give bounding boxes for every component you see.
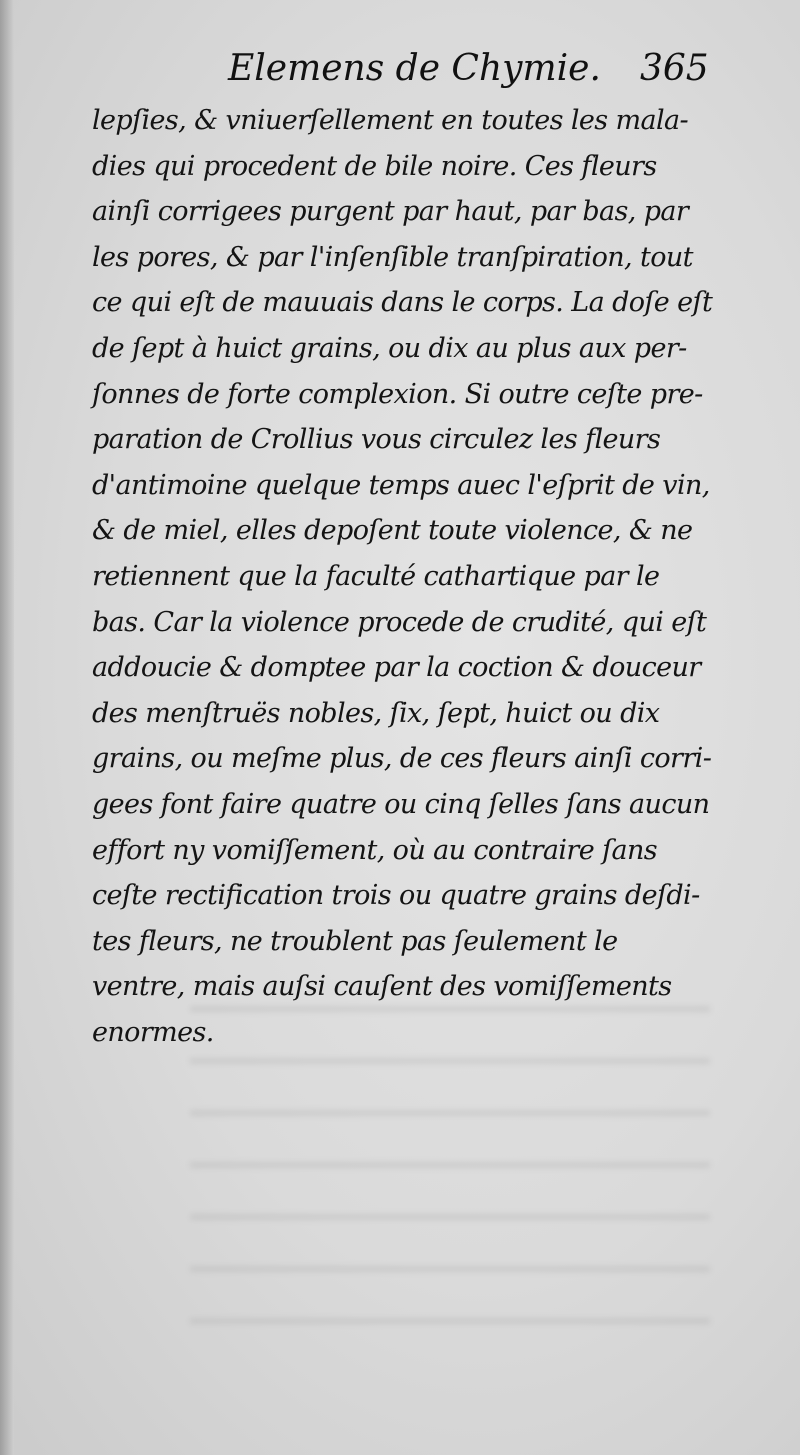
text-line: d'antimoine quelque temps auec l'eſprit de vin,	[92, 469, 710, 501]
text-line: des menſtruës nobles, ſix, ſept, huict ou dix	[92, 697, 660, 729]
text-line: lepſies, & vniuerſellement en toutes les mala-	[92, 105, 689, 136]
text-line: ceſte rectification trois ou quatre grains deſdi-	[92, 880, 700, 912]
text-line: paration de Crollius vous circulez les fleurs	[92, 424, 661, 456]
text-line: effort ny vomiſſement, où au contraire ſans	[92, 834, 658, 866]
page-gutter-shadow	[0, 0, 14, 1455]
page-header	[0, 40, 800, 98]
text-line: enormes.	[92, 1016, 214, 1048]
running-head: Elemens de Chymie.	[228, 48, 601, 89]
text-line: de ſept à huict grains, ou dix au plus aux per-	[92, 332, 687, 364]
text-line: & de miel, elles depoſent toute violence, & ne	[92, 515, 693, 547]
text-line: ce qui eſt de mauuais dans le corps. La doſe eſt	[92, 287, 713, 319]
text-line: retiennent que la faculté cathartique par le	[92, 560, 660, 592]
text-line: gees font faire quatre ou cinq ſelles ſans aucun	[92, 788, 710, 820]
text-line: bas. Car la violence procede de crudité, qui eſt	[92, 606, 707, 638]
text-line: dies qui procedent de bile noire. Ces fleurs	[92, 150, 657, 182]
text-line: grains, ou meſme plus, de ces fleurs ainſi corri-	[92, 743, 712, 775]
text-line: ventre, mais auſsi cauſent des vomiſſements	[92, 971, 672, 1003]
text-line: ainſi corrigees purgent par haut, par bas, par	[92, 196, 689, 228]
body-text	[92, 98, 717, 1055]
text-line: les pores, & par l'inſenſible tranſpiration, tout	[92, 241, 693, 273]
text-line: ſonnes de forte complexion. Si outre ceſte pre-	[92, 378, 703, 410]
text-line: addoucie & domptee par la coction & douceur	[92, 652, 701, 684]
page-number: 365	[640, 48, 709, 89]
text-line: tes fleurs, ne troublent pas ſeulement le	[92, 925, 618, 957]
